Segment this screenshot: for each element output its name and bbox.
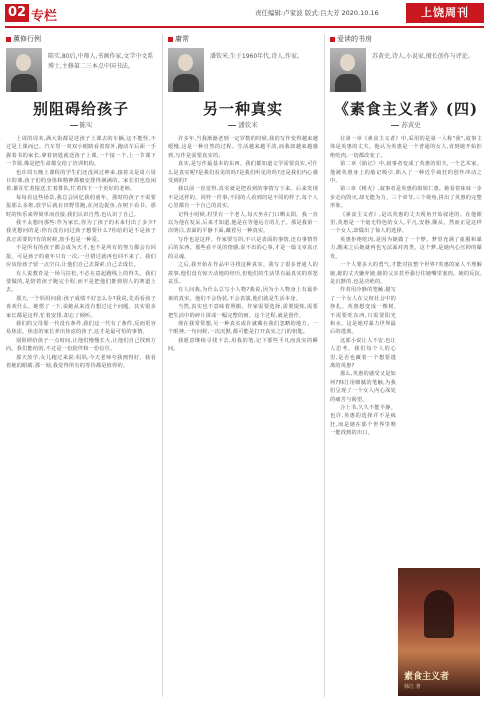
- cover-figure: [424, 590, 454, 638]
- paragraph: 我以前一直觉得,真实就是把看到的事情写下来。后来发现不是这样的。同样一件事,不同的人看到的是不同的样子,每个人心里都有一个自己的真实。: [168, 186, 318, 210]
- cover-subtitle: 韩江 著: [404, 684, 421, 690]
- column-label: 庸常: [168, 34, 318, 44]
- paragraph: 那天放学,女儿跑过来说:妈妈,今天老师夸我画得好。我看着她的眼睛,那一刻,我觉得所有的等待都是值得的。: [6, 354, 156, 369]
- paragraph: 当然,真实也不意味着照搬。作家需要选择,需要提炼,需要把生活中的碎片拼成一幅完整的画。这个过程,就是创作。: [168, 304, 318, 319]
- column-1: [6, 34, 156, 370]
- paragraph: 写作也是这样。作家要写的,不只是表面的事情,还有事情背后的东西。那些看不见的情感,说不出的心事,才是一篇文章真正的灵魂。: [168, 236, 318, 260]
- paragraph: 之后,我开始在作品中寻找这种真实。我写了很多普通人的故事,他们没有惊天动地的经历,但他们的生活里有最真实的喜怒哀乐。: [168, 262, 318, 285]
- paragraph: 许多年,当我渐渐老到一定岁数的时候,我的写作变得越来越缓慢,这是一种自然的过程。生活越来越平淡,而我却越来越感到,写作是需要真实的。: [168, 136, 318, 159]
- author-bio: [330, 46, 482, 96]
- square-icon: [6, 37, 11, 42]
- bio-text: 陈实,80后,中师人,书画作家,文学中文系博士,主修第二三本点中国书法。: [48, 53, 154, 70]
- article-title: 别阻碍给孩子: [32, 100, 129, 118]
- column-label: 爱读的书房: [330, 34, 482, 44]
- book-cover-image: [398, 568, 480, 696]
- author-bio: [6, 46, 156, 96]
- paragraph: 也许周五晚上课程的学生们还没回过神来,接着又是周六周日的课,孩子们的身体和精神都被安排得满满的。家长们也没闲着,都在忙着接送,忙着排队,忙着找下一个更好的老师。: [6, 169, 156, 193]
- article-title: 《素食主义者》(四): [333, 100, 479, 118]
- paragraph: 我不太想问那些:作为家长,你为了孩子的未来付出了多少?我更想问的是:你有没有问过孩子想要什么?你给的是不是孩子真正需要的?有的时候,放手也是一种爱。: [6, 220, 156, 243]
- paragraph: 合上书,久久不能平静。也许,英惠的选择并不是疯狂,而是她在那个世界里唯一能找到的出口。: [330, 405, 396, 437]
- page-header: [0, 0, 489, 26]
- article-author: 陈实: [6, 120, 156, 129]
- author-bio: [168, 46, 318, 96]
- column-divider: [162, 34, 163, 697]
- column-3: [330, 34, 482, 438]
- article-body: [168, 135, 318, 354]
- author-photo: [330, 48, 366, 92]
- newspaper-name: 上饶周刊: [406, 3, 484, 23]
- column-label: 薰修行例: [6, 34, 156, 44]
- paragraph: 记得小时候,村里有一个老人,每天坐在门口晒太阳。我一直以为他在发呆,后来才知道,他是在等他远方的儿子。那是我第一次明白,表面的平静下面,藏着另一种真实。: [168, 211, 318, 235]
- paragraph: 这部小说让人不安,也让人思考。我们每个人的心里,是否也藏着一个想要逃离的英惠?: [330, 337, 396, 369]
- section-title: 专栏: [31, 9, 58, 24]
- article-body: [6, 135, 156, 370]
- article-author: 潘钦米: [168, 120, 318, 129]
- article-author: 苏黄史: [330, 120, 482, 129]
- paragraph: 我们的父母那一代没有条件,我们这一代有了条件,反而更容易焦虑。焦虑的家长养出焦虑的孩子,这才是最可怕的事情。: [6, 320, 156, 336]
- paragraph: 第二章《胎记》中,叙事者变成了英惠的姐夫,一个艺术家。他被英惠身上的胎记吸引,陷入了一种近乎疯狂的创作冲动之中。: [330, 161, 482, 185]
- edition-meta: 责任编辑:卢家波 版式:吕大芳 2020.10.16: [255, 9, 379, 17]
- page-number: 02: [5, 4, 29, 22]
- paragraph: 别阻碍给孩子一点时间,让他们慢慢长大,让他们自己找到方向。我们能给的,不过是一份陪伴和一份信任。: [6, 337, 156, 353]
- paragraph: 上周的周末,满大街都是送孩子上课去的车辆,这不能怪,不过是上课而已。汽车里一双双小眼睛看着窗外,跑动车后面一手握着书的家长,拿着钥匙就送孩子上课,一个接一个,上一节课下一节课,像是把生命都交给了培训机构。: [6, 136, 156, 168]
- cover-title: 素食主义者: [404, 672, 450, 682]
- square-icon: [330, 37, 335, 42]
- author-photo: [168, 48, 204, 92]
- paragraph: 《素食主义者》,是以英惠的丈夫视角开始叙述的。在他眼里,英惠是一个毫无特色的女人,平凡,安静,顺从。然而正是这样一个女人,却做出了惊人的选择。: [330, 211, 482, 235]
- article-body: [330, 135, 482, 438]
- square-icon: [168, 37, 173, 42]
- author-photo: [6, 48, 42, 92]
- paragraph: 一个人要多大的勇气,才能对抗整个世界?英惠的家人不理解她,她的丈夫嫌弃她,她的父亲甚至强行往她嘴里塞肉。她的反抗,是沉默的,也是决绝的。: [330, 262, 482, 285]
- paragraph: 英惠拒绝吃肉,是因为她做了一个梦。梦里充满了血腥和暴力,醒来之后她就再也无法面对肉类。这个梦,是她内心压抑的爆发。: [330, 236, 482, 260]
- paragraph: 现在我常常想,另一种真实或许就藏在我们忽略的地方。一个眼神,一句问候,一次沉默,都可能是打开真实之门的钥匙。: [168, 320, 318, 336]
- paragraph: 那么,英惠的感受又是如何?韩江用细腻的笔触,为我们呈现了一个女人内心深处的痛苦与渴望。: [330, 371, 396, 403]
- header-rule: [5, 26, 484, 28]
- paragraph: 真实,是写作最基本的东西。我们都知道文学需要真实,可什么是真实呢?是我们看见的吗?是我们听见的吗?还是我们内心感受到的?: [168, 161, 318, 185]
- column-divider: [324, 34, 325, 697]
- paragraph: 作者用冷静的笔触,描写了一个女人在父权社会中的挣扎。英惠想变成一棵树,不需要吃东西,只需要阳光和水。这是她对暴力世界最后的逃离。: [330, 287, 396, 336]
- paragraph: 第三章《树火》,叙事者是英惠的姐姐仁惠。她看着妹妹一步步走向毁灭,却无能为力。三个章节,三个视角,拼出了英惠的完整形象。: [330, 186, 482, 210]
- article-title: 另一种真实: [202, 100, 283, 118]
- paragraph: 那天,一个妈妈问我:孩子成绩不好怎么办?我说,先看看孩子喜欢什么。她愣了一下,说她从来没有想过这个问题。其实很多家长都是这样,忙着安排,却忘了倾听。: [6, 295, 156, 319]
- paragraph: 有人问我,为什么总写小人物?我说,因为小人物身上有最朴素的真实。他们不会伪装,不会表演,他们就是生活本身。: [168, 287, 318, 302]
- paragraph: 我愿意继续寻找下去,用我的笔,记下那些平凡而真实的瞬间。: [168, 337, 318, 353]
- paragraph: 有人说教育是一场马拉松,不必在意起跑线上的得失。我们要做的,是陪着孩子跑完全程,而不是把他们推到别人的赛道上去。: [6, 270, 156, 294]
- paragraph: 不是所有的孩子都会成为天才,也不是所有的努力都会有回报。可是孩子的童年只有一次,一旦错过就再也回不来了。我们应该给孩子留一点空白,让他们自己去探索,自己去成长。: [6, 245, 156, 269]
- bio-text: 苏黄史,诗人,小说家,擅长创作与评论。: [372, 53, 474, 60]
- column-2: [168, 34, 318, 354]
- paragraph: 在第一章《素食主义者》中,采用的是第一人称"我",叙事主体是英惠的丈夫。他认为英惠是一个普通的女人,直到她开始拒绝吃肉,一切都改变了。: [330, 136, 482, 159]
- bio-text: 潘钦米,生于1960年代,诗人,作家。: [210, 53, 303, 60]
- paragraph: 每每看这些场景,我总会回忆我的童年。那时的孩子不需要报那么多班,放学后就在田野里跑,在河边捉鱼,在树下看书。那时的快乐来得简单而直接,我们认识自然,也认识了自己。: [6, 194, 156, 218]
